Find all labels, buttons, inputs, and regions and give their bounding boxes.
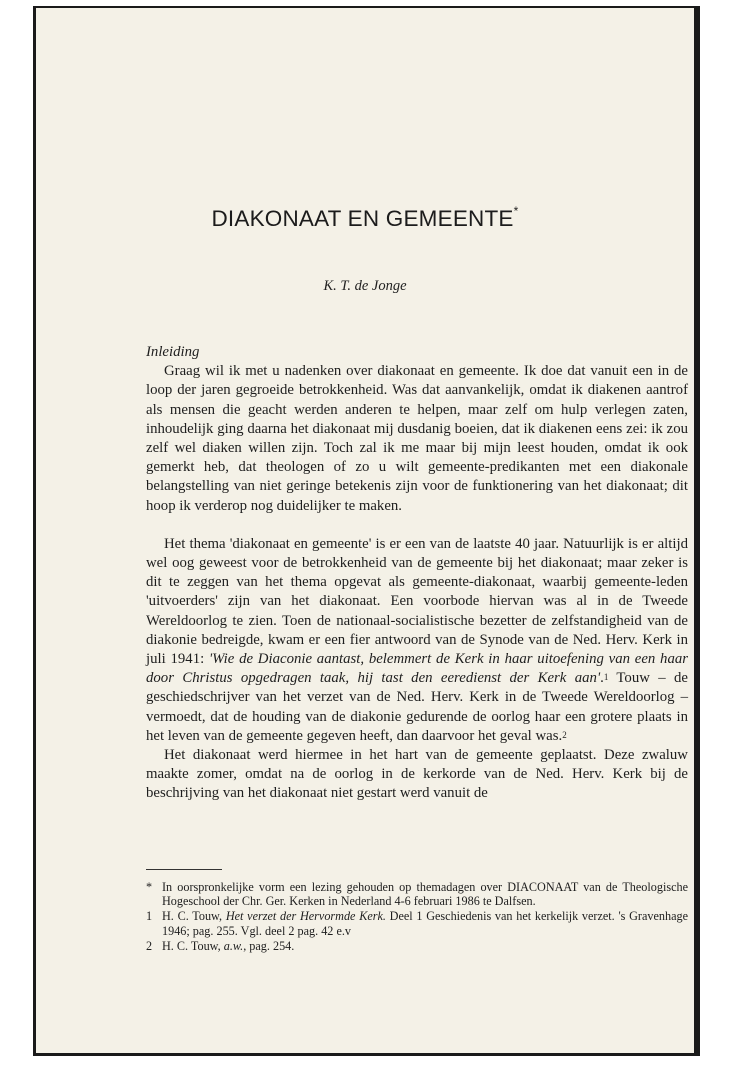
- footnote-2-mark: 2: [146, 938, 153, 953]
- title-text: DIAKONAAT EN GEMEENTE: [211, 206, 514, 231]
- footnote-ref-2[interactable]: 2: [562, 729, 567, 740]
- footnote-2-author: H. C. Touw,: [162, 938, 224, 953]
- article-title: [36, 206, 694, 232]
- footnote-divider: [146, 869, 222, 870]
- footnote-2-text: , pag. 254.: [243, 938, 295, 953]
- article-body: [146, 343, 688, 804]
- footnote-1-author: H. C. Touw,: [162, 909, 226, 924]
- document-page: [33, 6, 700, 1056]
- title-footnote-mark: *: [513, 204, 519, 218]
- paragraph-2-text-b: .: [600, 670, 604, 687]
- footnote-1: [146, 909, 688, 937]
- footnote-star-mark: *: [146, 880, 153, 894]
- synod-quote: 'Wie de Diaconie aantast, belemmert de Kerk in haar uitoefening van een haar door Christus opgedragen taak, hij tast den eeredienst der Kerk aan': [146, 651, 688, 687]
- paragraph-2-text-c: Touw – de geschiedschrijver van het verzet van de Ned. Herv. Kerk in de Tweede Wereldoorlog – vermoedt, dat de houding van de diakonie gedurende de oorlog haar een grotere plaats in het leven van de gemeente gegeven heeft, dan daarvoor het geval was.: [146, 670, 688, 744]
- footnote-1-title: Het verzet der Hervormde Kerk.: [225, 909, 386, 924]
- section-heading: Inleiding: [146, 344, 200, 360]
- footnote-2: [146, 939, 688, 953]
- footnote-2-title: a.w.: [223, 938, 244, 953]
- footnote-ref-1[interactable]: 1: [603, 672, 609, 683]
- paragraph-2-text-a: Het thema 'diakonaat en gemeente' is er een van de laatste 40 jaar. Natuurlijk is er altijd wel oog geweest voor de betrokkenheid van de gemeente bij het diakonaat; maar zeker is dit te zeggen van het thema opgevat als gemeente-diakonaat, waarbij gemeente-leden 'uitvoerders' zijn van het diakonaat. Een voorbode hiervan was al in de Tweede Wereldoorlog te zien. Toen de nationaal-socialistische bezetter de zelfstandigheid van de diakonie bedreigde, kwam er een fier antwoord van de Synode van de Ned. Herv. Kerk in juli 1941:: [146, 535, 688, 668]
- paragraph-gap: [146, 516, 688, 535]
- paragraph-2: [146, 535, 688, 746]
- footnote-star-text: In oorspronkelijke vorm een lezing gehouden op themadagen over DIACONAAT van de Theologische Hogeschool der Chr. Ger. Kerken in Nederland 4-6 februari 1986 te Dalfsen.: [162, 880, 688, 909]
- paragraph-1: Graag wil ik met u nadenken over diakonaat en gemeente. Ik doe dat vanuit een in de loop der jaren gegroeide betrokkenheid. Was dat aanvankelijk, omdat ik diakenen aantrof als mensen die geacht werden anderen te helpen, maar zelf om hulp verlegen zaten, inhoudelijk ging daarna het diakonaat mij dusdanig boeien, dat ik diakenen eens zei: ik zou zelf wel diaken willen zijn. Toch zal ik me maar bij mijn leest houden, omdat ik ook gemerkt heb, dat theologen of zo u wilt gemeente-predikanten met een diakonale belangstelling van niet geringe betekenis zijn voor de funktionering van het diakonaat; dit hoop ik verderop nog duidelijker te maken.: [146, 363, 688, 514]
- footnote-1-text: Deel 1 Geschiedenis van het kerkelijk verzet. 's Gravenhage 1946; pag. 255. Vgl. deel 2 pag. 42 e.v: [162, 909, 688, 938]
- paragraph-3: Het diakonaat werd hiermee in het hart van de gemeente geplaatst. Deze zwaluw maakte zomer, omdat na de oorlog in de kerkorde van de Ned. Herv. Kerk bij de beschrijving van het diakonaat niet gestart werd vanuit de: [146, 747, 688, 802]
- footnote-star: [146, 880, 688, 908]
- footnotes: [146, 880, 688, 954]
- footnote-1-mark: 1: [146, 909, 153, 924]
- author-name: K. T. de Jonge: [323, 278, 407, 294]
